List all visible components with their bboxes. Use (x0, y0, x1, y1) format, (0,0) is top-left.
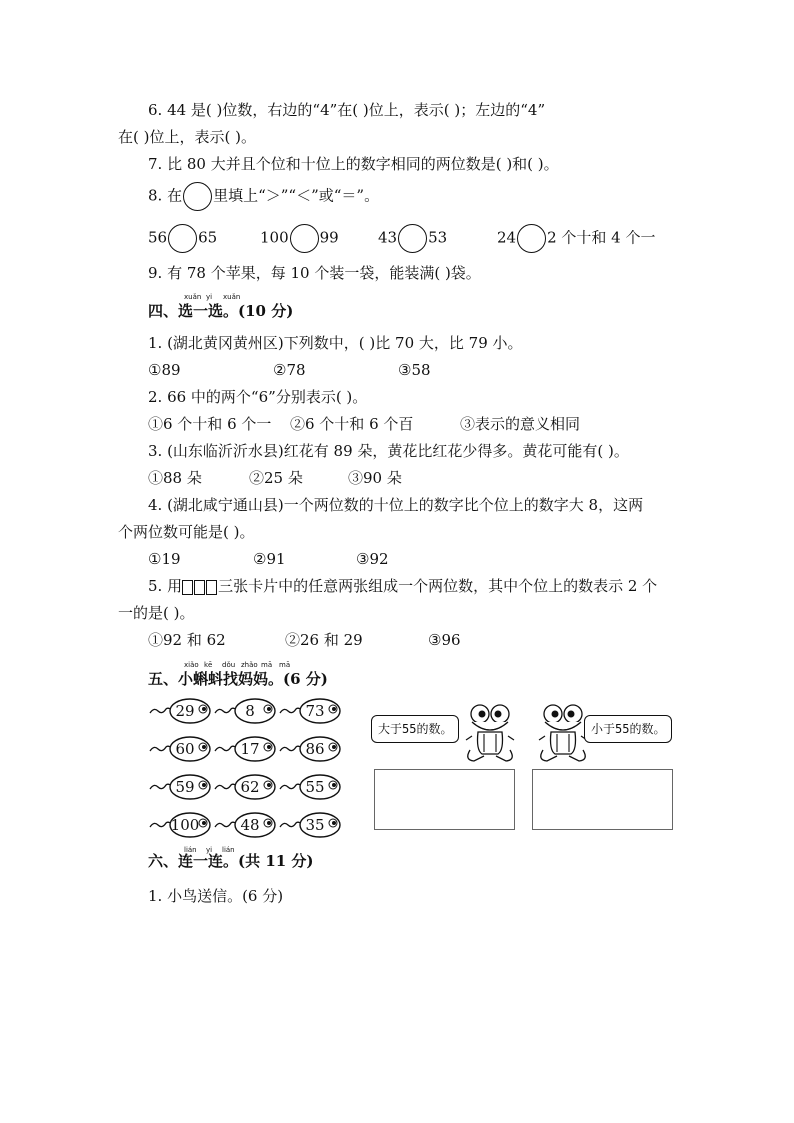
compare-right: 65 (198, 228, 218, 247)
compare-item-1 (148, 224, 217, 253)
number-card (206, 580, 217, 595)
pinyin: xuǎn (184, 293, 202, 301)
pinyin: xuǎn (223, 293, 241, 301)
s4-q2-option[interactable]: ③表示的意义相同 (460, 415, 581, 433)
tadpole-number: 62 (240, 778, 260, 796)
answer-circle[interactable] (290, 224, 319, 253)
frog-icon (462, 700, 518, 770)
frog-icon (535, 700, 591, 770)
speech-bubble-less: 小于55的数。 (584, 715, 672, 743)
answer-box-less[interactable] (532, 769, 673, 830)
s4-q3-option[interactable]: ③90 朵 (348, 469, 402, 487)
number-card (182, 580, 193, 595)
compare-left: 100 (260, 228, 289, 247)
tadpole[interactable] (148, 697, 214, 725)
compare-item-2 (260, 224, 339, 253)
compare-left: 56 (148, 228, 168, 247)
tadpole[interactable] (278, 735, 344, 763)
tadpole-number: 59 (175, 778, 195, 796)
section-4-title: 四、选一选。(10 分) (148, 302, 294, 320)
s4-q4-line2: 个两位数可能是( )。 (118, 523, 255, 541)
s4-q3-option[interactable]: ②25 朵 (249, 469, 303, 487)
s4-q3-option[interactable]: ①88 朵 (148, 469, 202, 487)
tadpole-number: 86 (305, 740, 325, 758)
s4-q1-option[interactable]: ②78 (273, 361, 306, 379)
compare-left: 24 (497, 228, 517, 247)
section-5-title: 五、小蝌蚪找妈妈。(6 分) (148, 670, 328, 688)
tadpole[interactable] (213, 811, 279, 839)
s4-q5-tail: 三张卡片中的任意两张组成一个两位数，其中个位上的数表示 2 个 (218, 577, 658, 595)
s4-q5-option[interactable]: ①92 和 62 (148, 631, 226, 649)
pinyin: zhǎo (241, 661, 258, 669)
q9-line: 9. 有 78 个苹果，每 10 个装一袋，能装满( )袋。 (148, 264, 481, 282)
tadpole-number: 55 (305, 778, 325, 796)
tadpole-number: 48 (240, 816, 260, 834)
compare-item-4 (497, 224, 656, 253)
tadpole-number: 8 (245, 702, 255, 720)
section-6-title: 六、连一连。(共 11 分) (148, 852, 314, 870)
tadpole[interactable] (148, 773, 214, 801)
speech-bubble-greater: 大于55的数。 (371, 715, 459, 743)
s4-q4-option[interactable]: ①19 (148, 550, 181, 568)
tadpole[interactable] (148, 811, 214, 839)
tadpole-number: 35 (305, 816, 325, 834)
q8-tail: 里填上“＞”“＜”或“＝”。 (213, 186, 380, 205)
q6-line1: 6. 44 是( )位数，右边的“4”在( )位上，表示( )；左边的“4” (148, 101, 546, 119)
pinyin: mā (261, 661, 273, 669)
s4-q2-option[interactable]: ②6 个十和 6 个百 (290, 415, 414, 433)
pinyin: yi (206, 846, 213, 854)
tadpole[interactable] (213, 773, 279, 801)
compare-item-3 (378, 224, 447, 253)
answer-box-greater[interactable] (374, 769, 515, 830)
s4-q3: 3. (山东临沂沂水县)红花有 89 朵，黄花比红花少得多。黄花可能有( )。 (148, 442, 629, 460)
tadpole[interactable] (148, 735, 214, 763)
s4-q2-option[interactable]: ①6 个十和 6 个一 (148, 415, 272, 433)
q8-line (148, 182, 379, 211)
compare-right: 2 个十和 4 个一 (547, 228, 656, 247)
s4-q2: 2. 66 中的两个“6”分别表示( )。 (148, 388, 368, 406)
pinyin: mā (279, 661, 291, 669)
tadpole[interactable] (278, 697, 344, 725)
tadpole[interactable] (278, 811, 344, 839)
pinyin: kē (204, 661, 213, 669)
tadpole-number: 100 (170, 816, 200, 834)
s4-q5-line1 (148, 577, 657, 595)
s4-q5-option[interactable]: ③96 (428, 631, 461, 649)
compare-left: 43 (378, 228, 398, 247)
s4-q1: 1. (湖北黄冈黄州区)下列数中，( )比 70 大，比 79 小。 (148, 334, 523, 352)
answer-circle[interactable] (398, 224, 427, 253)
tadpole-number: 29 (175, 702, 195, 720)
s4-q1-option[interactable]: ①89 (148, 361, 181, 379)
answer-circle[interactable] (168, 224, 197, 253)
s4-q5-lead: 5. 用 (148, 577, 183, 595)
pinyin: xiǎo (184, 661, 199, 669)
s4-q4-line1: 4. (湖北咸宁通山县)一个两位数的十位上的数字比个位上的数字大 8，这两 (148, 496, 644, 514)
s6-q1: 1. 小鸟送信。(6 分) (148, 887, 284, 905)
tadpole-number: 17 (240, 740, 260, 758)
s4-q5-line2: 一的是( )。 (118, 604, 195, 622)
tadpole-number: 73 (305, 702, 325, 720)
answer-circle[interactable] (517, 224, 546, 253)
q7-line: 7. 比 80 大并且个位和十位上的数字相同的两位数是( )和( )。 (148, 155, 559, 173)
tadpole[interactable] (278, 773, 344, 801)
q8-lead: 8. 在 (148, 186, 183, 205)
s4-q4-option[interactable]: ③92 (356, 550, 389, 568)
tadpole-number: 60 (175, 740, 195, 758)
pinyin: dǒu (222, 661, 236, 669)
pinyin: yi (206, 293, 213, 301)
compare-right: 99 (319, 228, 339, 247)
s4-q1-option[interactable]: ③58 (398, 361, 431, 379)
pinyin: lián (184, 846, 197, 854)
s4-q4-option[interactable]: ②91 (253, 550, 286, 568)
tadpole[interactable] (213, 697, 279, 725)
pinyin: lián (222, 846, 235, 854)
s4-q5-option[interactable]: ②26 和 29 (285, 631, 363, 649)
tadpole[interactable] (213, 735, 279, 763)
number-card (194, 580, 205, 595)
answer-circle (183, 182, 212, 211)
compare-right: 53 (428, 228, 448, 247)
q6-line2: 在( )位上，表示( )。 (118, 128, 256, 146)
